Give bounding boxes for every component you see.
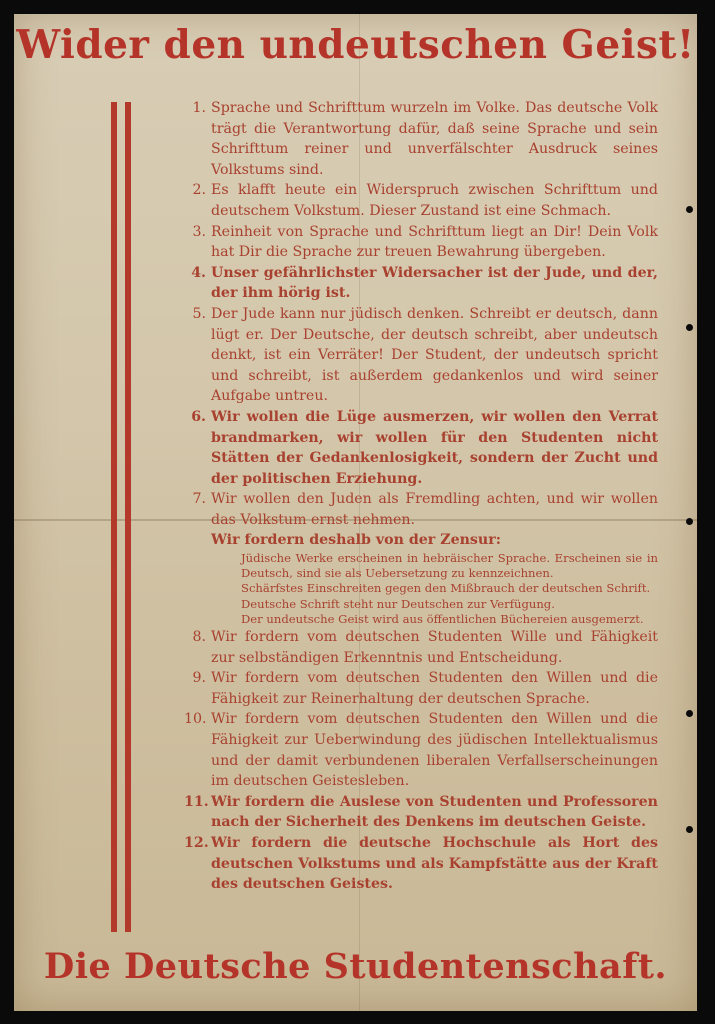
item-number: 4. <box>191 264 206 281</box>
item-number: 11. <box>184 793 209 810</box>
item-number: 1. <box>192 100 206 116</box>
list-item <box>184 263 658 304</box>
censorship-heading: Wir fordern deshalb von der Zensur: <box>211 532 501 549</box>
list-item <box>184 180 658 221</box>
list-item <box>184 222 658 263</box>
item-number: 7. <box>192 491 206 508</box>
item-text: Wir fordern vom deutschen Studenten den Willen und die Fähigkeit zur Reinerhaltung der deutschen Sprache. <box>211 670 658 707</box>
censorship-line: Schärfstes Einschreiten gegen den Mißbrauch der deutschen Schrift. <box>241 581 651 596</box>
pin-hole <box>686 206 693 213</box>
item-text: Wir fordern vom deutschen Studenten den Willen und die Fähigkeit zur Ueberwindung des jüdischen Intellektualismus und der damit verbundenen liberalen Verfallserscheinungen im deutschen Geistesleben. <box>211 711 658 790</box>
item-number: 6. <box>191 408 206 425</box>
item-number: 5. <box>192 305 206 322</box>
list-item <box>184 792 658 833</box>
censorship-line: Der undeutsche Geist wird aus öffentlichen Büchereien ausgemerzt. <box>241 611 644 626</box>
pin-hole <box>686 518 693 525</box>
list-item <box>184 304 658 407</box>
item-number: 10. <box>184 711 207 728</box>
list-item <box>184 668 658 709</box>
item-text: Wir wollen die Lüge ausmerzen, wir wollen den Verrat brandmarken, wir wollen für den Studenten nicht Stätten der Gedankenlosigkeit, sondern der Zucht und der politischen Erziehung. <box>211 408 658 487</box>
pin-hole <box>686 826 693 833</box>
pin-hole <box>686 710 693 717</box>
item-number: 2. <box>192 182 206 199</box>
item-text: Es klafft heute ein Widerspruch zwischen Schrifttum und deutschem Volkstum. Dieser Zustand ist eine Schmach. <box>211 182 658 219</box>
item-number: 8. <box>192 629 206 646</box>
decorative-bar-right <box>125 102 131 932</box>
item-text: Wir fordern die deutsche Hochschule als Hort des deutschen Volkstums und als Kampfstätte aus der Kraft des deutschen Geistes. <box>211 835 658 893</box>
censorship-block <box>184 530 658 627</box>
item-number: 12. <box>184 835 209 852</box>
item-text: Wir wollen den Juden als Fremdling achten, und wir wollen das Volkstum ernst nehmen. <box>211 491 658 528</box>
list-item <box>184 407 658 489</box>
item-text: Wir fordern die Auslese von Studenten und Professoren nach der Sicherheit des Denkens im deutschen Geiste. <box>211 793 658 831</box>
item-text: Wir fordern vom deutschen Studenten Wille und Fähigkeit zur selbständigen Erkenntnis und Entscheidung. <box>211 629 658 666</box>
list-item <box>184 627 658 668</box>
poster-title: Wider den undeutschen Geist! <box>16 22 695 68</box>
pin-hole <box>686 324 693 331</box>
item-text: Reinheit von Sprache und Schrifttum liegt an Dir! Dein Volk hat Dir die Sprache zur treuen Bewahrung übergeben. <box>211 223 658 261</box>
list-item <box>184 833 658 895</box>
item-text: Unser gefährlichster Widersacher ist der Jude, und der, der ihm hörig ist. <box>211 264 658 302</box>
decorative-bar-left <box>111 102 117 932</box>
item-text: Der Jude kann nur jüdisch denken. Schreibt er deutsch, dann lügt er. Der Deutsche, der deutsch schreibt, aber undeutsch denkt, ist ein Verräter! Der Student, der undeutsch spricht und schreibt, ist außerdem gedankenlos und wird seiner Aufgabe untreu. <box>211 305 658 405</box>
item-number: 3. <box>192 223 206 240</box>
censorship-line: Deutsche Schrift steht nur Deutschen zur Verfügung. <box>241 596 555 611</box>
item-number: 9. <box>192 670 206 687</box>
poster-signature: Die Deutsche Studentenschaft. <box>43 946 668 987</box>
item-text: Sprache und Schrifttum wurzeln im Volke. Das deutsche Volk trägt die Verantwortung dafür, daß seine Sprache und sein Schrifttum reiner und unverfälschter Ausdruck seines Volkstums sind. <box>211 100 658 178</box>
list-item <box>184 709 658 791</box>
list-item <box>184 98 658 180</box>
poster-sheet <box>14 14 697 1011</box>
theses-list <box>184 98 658 895</box>
censorship-line: Jüdische Werke erscheinen in hebräischer Sprache. Erscheinen sie in Deutsch, sind sie als Uebersetzung zu kennzeichnen. <box>241 551 658 581</box>
list-item <box>184 489 658 530</box>
